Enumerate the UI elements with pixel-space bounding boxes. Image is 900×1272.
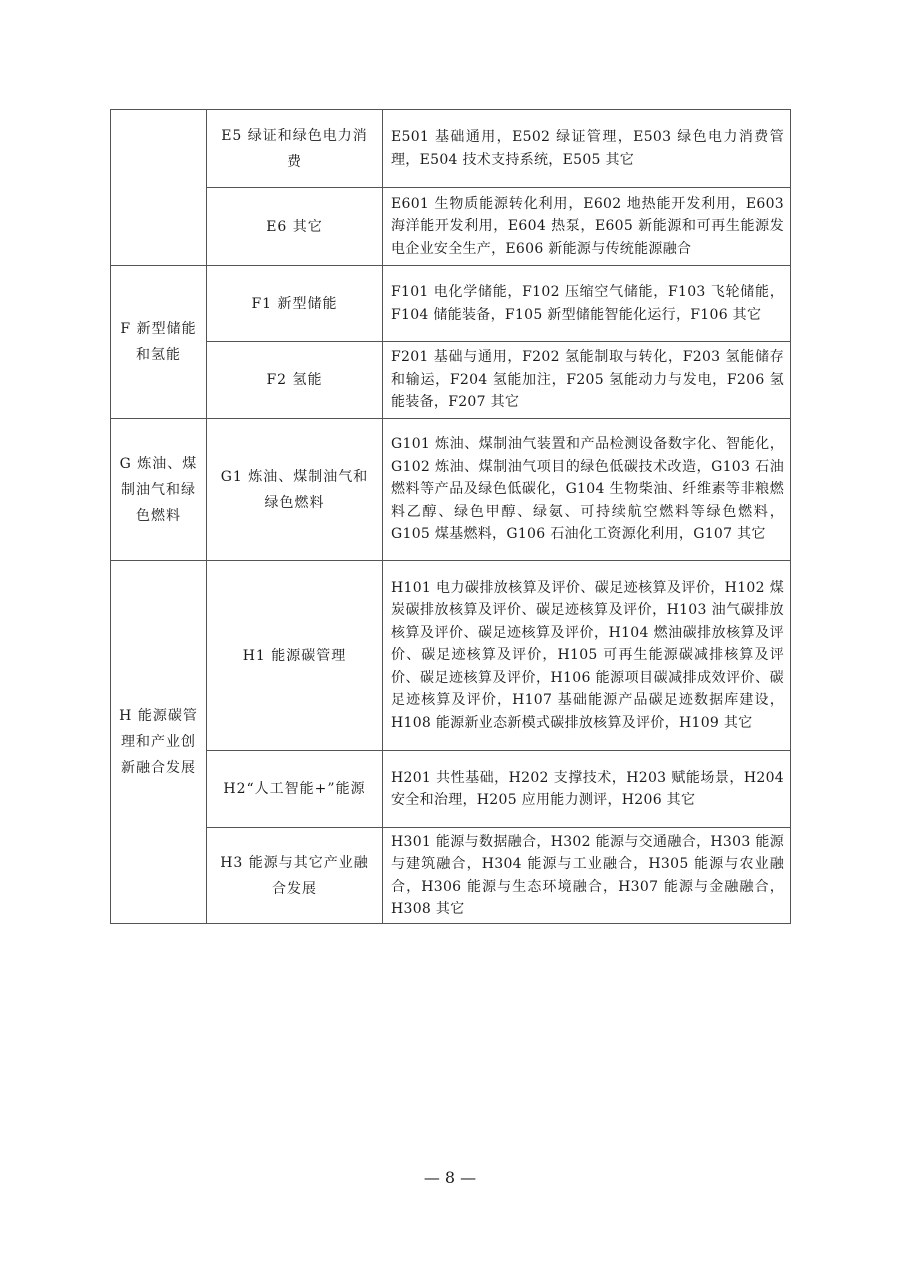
level2-cell: H3 能源与其它产业融合发展 [207, 828, 383, 924]
category-table [110, 109, 791, 924]
items-cell: F101 电化学储能，F102 压缩空气储能，F103 飞轮储能，F104 储能装备，F105 新型储能智能化运行，F106 其它 [383, 266, 791, 342]
level2-cell: F2 氢能 [207, 342, 383, 419]
items-cell: H101 电力碳排放核算及评价、碳足迹核算及评价，H102 煤炭碳排放核算及评价、碳足迹核算及评价，H103 油气碳排放核算及评价、碳足迹核算及评价，H104 燃油碳排放核算及评价、碳足迹核算及评价，H105 可再生能源碳减排核算及评价、碳足迹核算及评价，H106 能源项目碳减排成效评价、碳足迹核算及评价，H107 基础能源产品碳足迹数据库建设，H108 能源新业态新模式碳排放核算及评价，H109 其它 [383, 561, 791, 751]
table-row [111, 342, 791, 419]
table-row [111, 110, 791, 188]
level2-cell: E5 绿证和绿色电力消费 [207, 110, 383, 188]
items-cell: E601 生物质能源转化利用，E602 地热能开发利用，E603 海洋能开发利用，E604 热泵，E605 新能源和可再生能源发电企业安全生产，E606 新能源与传统能源融合 [383, 188, 791, 266]
table-row [111, 828, 791, 924]
table-row [111, 751, 791, 828]
table-row [111, 266, 791, 342]
level1-cell: H 能源碳管理和产业创新融合发展 [111, 561, 207, 924]
page-number: — 8 — [423, 1168, 477, 1187]
level1-cell [111, 110, 207, 266]
items-cell: H301 能源与数据融合，H302 能源与交通融合，H303 能源与建筑融合，H304 能源与工业融合，H305 能源与农业融合，H306 能源与生态环境融合，H307 能源与金融融合，H308 其它 [383, 828, 791, 924]
level2-cell: H2“人工智能+”能源 [207, 751, 383, 828]
table-row [111, 561, 791, 751]
table-row [111, 188, 791, 266]
items-cell: F201 基础与通用，F202 氢能制取与转化，F203 氢能储存和输运，F204 氢能加注，F205 氢能动力与发电，F206 氢能装备，F207 其它 [383, 342, 791, 419]
level1-cell: G 炼油、煤制油气和绿色燃料 [111, 419, 207, 561]
items-cell: H201 共性基础，H202 支撑技术，H203 赋能场景，H204 安全和治理，H205 应用能力测评，H206 其它 [383, 751, 791, 828]
level2-cell: H1 能源碳管理 [207, 561, 383, 751]
items-cell: E501 基础通用，E502 绿证管理，E503 绿色电力消费管理，E504 技术支持系统，E505 其它 [383, 110, 791, 188]
items-cell: G101 炼油、煤制油气装置和产品检测设备数字化、智能化，G102 炼油、煤制油气项目的绿色低碳技术改造，G103 石油燃料等产品及绿色低碳化，G104 生物柴油、纤维素等非粮燃料乙醇、绿色甲醇、绿氨、可持续航空燃料等绿色燃料，G105 煤基燃料，G106 石油化工资源化利用，G107 其它 [383, 419, 791, 561]
level2-cell: G1 炼油、煤制油气和绿色燃料 [207, 419, 383, 561]
level1-cell: F 新型储能和氢能 [111, 266, 207, 419]
table-row [111, 419, 791, 561]
level2-cell: F1 新型储能 [207, 266, 383, 342]
level2-cell: E6 其它 [207, 188, 383, 266]
